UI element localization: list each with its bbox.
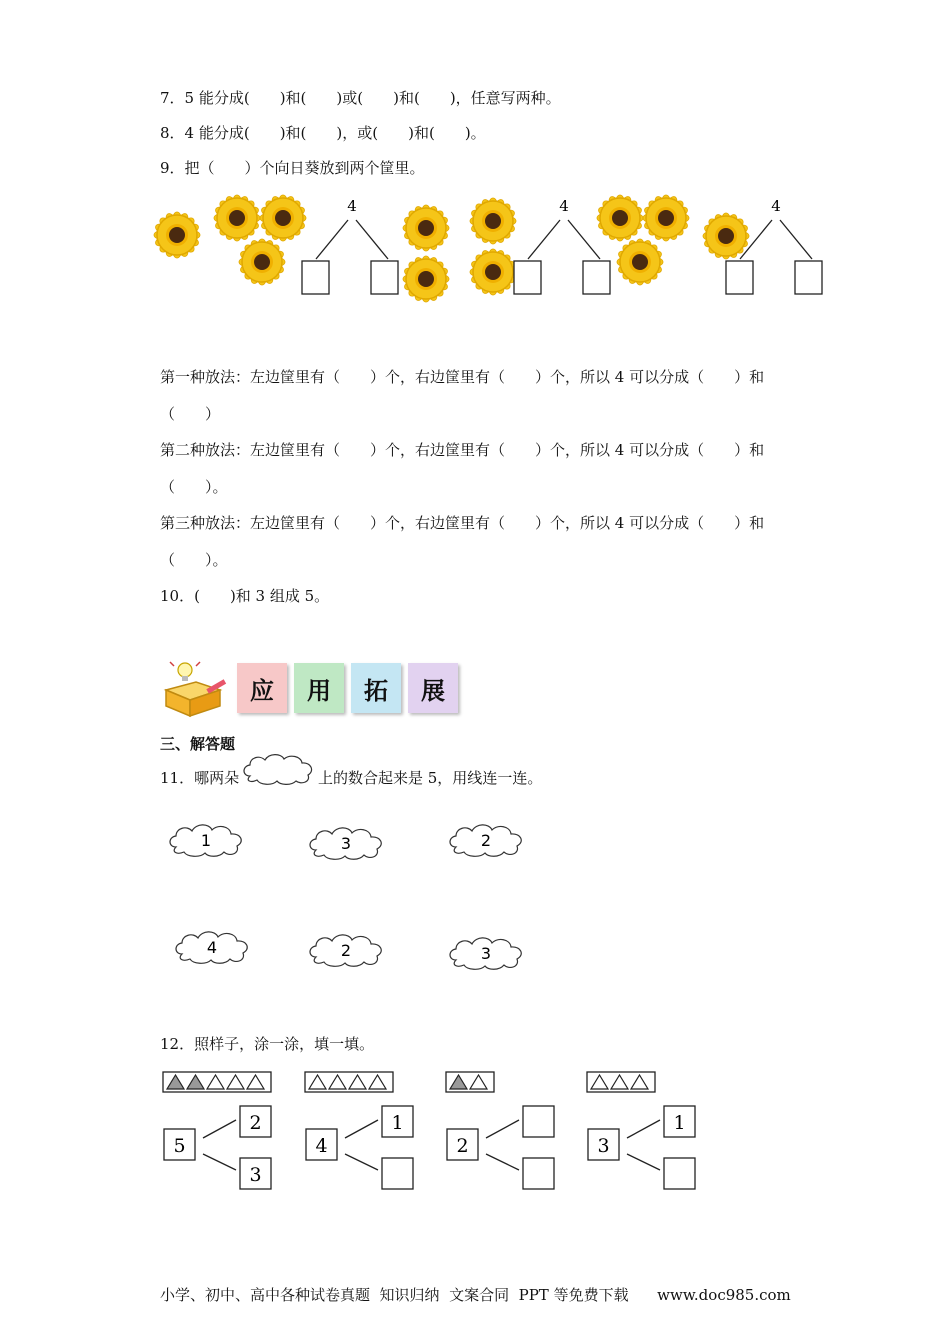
banner-tile: [237, 663, 287, 713]
number-cloud[interactable]: [166, 822, 248, 858]
question-8: 8．4 能分成( )和( )，或( )和( )。: [160, 124, 486, 142]
box-number: 5: [173, 1135, 186, 1157]
banner-tile: [408, 663, 458, 713]
cloud-number: 4: [206, 938, 218, 957]
sunflower-icon: [617, 239, 663, 285]
banner-tile: [294, 663, 344, 713]
sunflower-icon: [703, 213, 749, 259]
number-bond: [304, 1068, 444, 1198]
way-2-line-1: 第二种放法：左边筐里有（ ）个，右边筐里有（ ）个，所以 4 可以分成（ ）和: [160, 441, 765, 459]
question-11-suffix: 上的数合起来是 5，用线连一连。: [318, 769, 543, 787]
number-bond: [162, 1068, 302, 1198]
number-bond: [445, 1068, 585, 1198]
sunflower-icon: [260, 195, 306, 241]
way-2-line-2: （ ）。: [160, 478, 228, 496]
number-cloud[interactable]: [306, 932, 388, 968]
box-number: 2: [456, 1135, 469, 1157]
banner-char: 应: [250, 676, 274, 705]
way-3-line-1: 第三种放法：左边筐里有（ ）个，右边筐里有（ ）个，所以 4 可以分成（ ）和: [160, 514, 765, 532]
section-title: 三、解答题: [160, 735, 236, 753]
number-bond: [586, 1068, 726, 1198]
box-number: 3: [249, 1164, 262, 1186]
cloud-number: 3: [340, 834, 352, 853]
split-total: 4: [347, 197, 357, 215]
cloud-icon: [240, 752, 318, 786]
sunflower-icon: [214, 195, 260, 241]
number-cloud[interactable]: [446, 822, 528, 858]
sunflower-icon: [403, 256, 449, 302]
footer-text: 小学、初中、高中各种试卷真题 知识归纳 文案合同 PPT 等免费下载 www.doc985.com: [160, 1286, 791, 1304]
question-7: 7．5 能分成( )和( )或( )和( )，任意写两种。: [160, 89, 561, 107]
box-number: 2: [249, 1112, 262, 1134]
banner-char: 展: [421, 676, 445, 705]
question-12: 12．照样子，涂一涂，填一填。: [160, 1035, 375, 1053]
sunflower-icon: [403, 205, 449, 251]
answer-box-left[interactable]: [514, 261, 541, 294]
question-9: 9．把（ ）个向日葵放到两个筐里。: [160, 159, 425, 177]
banner-char: 用: [307, 676, 331, 705]
sunflower-icon: [470, 249, 516, 295]
banner-char: 拓: [364, 676, 388, 705]
cloud-number: 2: [480, 831, 492, 850]
way-3-line-2: （ ）。: [160, 551, 228, 569]
split-tree: [302, 197, 398, 294]
part-box-top[interactable]: [523, 1106, 554, 1137]
banner-box-icon: [160, 660, 232, 718]
part-box-bottom[interactable]: [664, 1158, 695, 1189]
part-box-bottom[interactable]: [523, 1158, 554, 1189]
cloud-number: 2: [340, 941, 352, 960]
sunflower-icon: [239, 239, 285, 285]
sunflower-icon: [154, 212, 200, 258]
box-number: 4: [315, 1135, 328, 1157]
answer-box-left[interactable]: [726, 261, 753, 294]
part-box-bottom[interactable]: [382, 1158, 413, 1189]
number-cloud[interactable]: [172, 929, 254, 965]
split-total: 4: [559, 197, 569, 215]
answer-box-left[interactable]: [302, 261, 329, 294]
question-10: 10．( )和 3 组成 5。: [160, 587, 330, 605]
answer-box-right[interactable]: [583, 261, 610, 294]
question-11-prefix: 11．哪两朵: [160, 769, 240, 787]
split-total: 4: [771, 197, 781, 215]
way-1-line-1: 第一种放法：左边筐里有（ ）个，右边筐里有（ ）个，所以 4 可以分成（ ）和: [160, 368, 765, 386]
sunflower-icon: [597, 195, 643, 241]
cloud-number: 3: [480, 944, 492, 963]
way-1-line-2: （ ）: [160, 405, 221, 423]
number-cloud[interactable]: [446, 935, 528, 971]
cloud-number: 1: [200, 831, 212, 850]
answer-box-right[interactable]: [371, 261, 398, 294]
sunflower-icon: [643, 195, 689, 241]
box-number: 3: [597, 1135, 610, 1157]
banner-tile: [351, 663, 401, 713]
box-number: 1: [391, 1112, 404, 1134]
answer-box-right[interactable]: [795, 261, 822, 294]
box-number: 1: [673, 1112, 686, 1134]
sunflower-icon: [470, 198, 516, 244]
split-tree: [514, 197, 610, 294]
number-cloud[interactable]: [306, 825, 388, 861]
